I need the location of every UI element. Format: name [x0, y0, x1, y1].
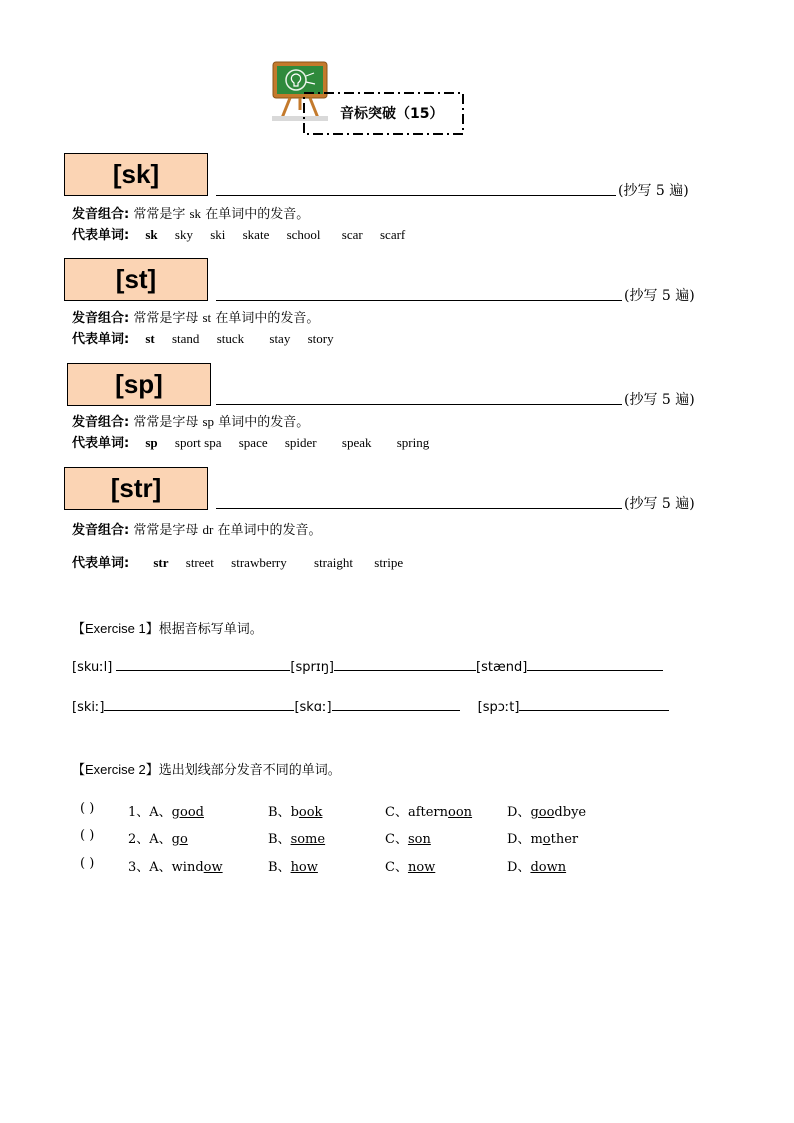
word: stand — [171, 331, 200, 346]
question-option-d: D、down — [507, 860, 567, 875]
combo-tail: 在单词中的发音。 — [215, 311, 320, 326]
combo-line-str — [72, 519, 322, 538]
combo-label: 发音组合: — [72, 207, 130, 222]
phoneme-box-sk: [sk] — [64, 153, 208, 196]
question-option-d: D、mother — [507, 832, 579, 847]
answer-blank[interactable] — [519, 698, 669, 711]
combo-text: 常常是字 — [133, 207, 186, 222]
answer-blank[interactable] — [116, 658, 290, 671]
exercise2-label: 【Exercise 2】 — [72, 762, 159, 777]
question-paren[interactable]: ( ) — [80, 828, 95, 843]
exercise2-title — [72, 759, 341, 778]
question-paren[interactable]: ( ) — [80, 856, 95, 871]
question-option-c: C、afternoon — [385, 805, 473, 820]
key-letters: sp — [145, 435, 158, 450]
word: skate — [242, 227, 270, 242]
combo-tail: 在单词中的发音。 — [205, 207, 310, 222]
words-line-st — [72, 328, 348, 347]
page-title: 音标突破（15） — [340, 106, 444, 122]
combo-label: 发音组合: — [72, 311, 130, 326]
combo-letters: dr — [202, 522, 214, 537]
copy-line-sk[interactable] — [216, 195, 616, 196]
exercise1-title — [72, 618, 263, 637]
word: school — [286, 227, 321, 242]
exercise2-instruction: 选出划线部分发音不同的单词。 — [158, 763, 341, 778]
ipa-item: [stænd] — [476, 660, 528, 675]
answer-blank[interactable] — [104, 698, 294, 711]
key-letters: sk — [145, 227, 158, 242]
word: speak — [341, 435, 372, 450]
word: street — [185, 555, 214, 570]
words-label: 代表单词: — [72, 556, 130, 571]
combo-text: 常常是字母 — [133, 415, 199, 430]
words-label: 代表单词: — [72, 436, 130, 451]
copy-note: (抄写 5 遍) — [624, 496, 695, 512]
word: spring — [396, 435, 430, 450]
combo-letters: st — [202, 310, 212, 325]
phoneme-box-str: [str] — [64, 467, 208, 510]
exercise1-row-1 — [72, 658, 663, 675]
question-option-d: D、goodbye — [507, 805, 587, 820]
words-label: 代表单词: — [72, 228, 130, 243]
words-label: 代表单词: — [72, 332, 130, 347]
copy-note: (抄写 5 遍) — [618, 183, 689, 199]
question-option-c: C、son — [385, 832, 431, 847]
combo-letters: sp — [202, 414, 215, 429]
word: story — [307, 331, 334, 346]
exercise1-row-2 — [72, 698, 669, 715]
phoneme-box-st: [st] — [64, 258, 208, 301]
answer-blank[interactable] — [334, 658, 476, 671]
word: scarf — [379, 227, 406, 242]
question-option-b: B、how — [268, 860, 318, 875]
word: stay — [269, 331, 291, 346]
ipa-item: [spɔːt] — [477, 700, 520, 715]
phoneme-box-sp: [sp] — [67, 363, 211, 406]
ipa-item: [sprɪŋ] — [290, 660, 335, 675]
combo-label: 发音组合: — [72, 415, 130, 430]
word: strawberry — [231, 555, 287, 570]
question-paren[interactable]: ( ) — [80, 801, 95, 816]
word: space — [238, 435, 268, 450]
copy-note: (抄写 5 遍) — [624, 288, 695, 304]
copy-line-st[interactable] — [216, 300, 622, 301]
question-option-a: 1、A、good — [128, 805, 204, 820]
question-option-a: 3、A、window — [128, 860, 223, 875]
word: stuck — [216, 331, 245, 346]
combo-tail: 单词中的发音。 — [218, 415, 310, 430]
word: spider — [284, 435, 317, 450]
words-line-str — [72, 552, 417, 571]
combo-text: 常常是字母 — [133, 523, 199, 538]
combo-line-sk — [72, 203, 309, 222]
combo-line-sp — [72, 411, 309, 430]
copy-note: (抄写 5 遍) — [624, 392, 695, 408]
copy-line-sp[interactable] — [216, 404, 622, 405]
word: stripe — [374, 555, 404, 570]
word: straight — [314, 555, 354, 570]
words-line-sk — [72, 224, 419, 243]
combo-line-st — [72, 307, 319, 326]
question-option-c: C、now — [385, 860, 436, 875]
word: scar — [341, 227, 363, 242]
exercise1-instruction: 根据音标写单词。 — [158, 622, 263, 637]
key-letters: str — [153, 555, 169, 570]
answer-blank[interactable] — [332, 698, 460, 711]
word: sky — [174, 227, 193, 242]
combo-label: 发音组合: — [72, 523, 130, 538]
answer-blank[interactable] — [527, 658, 663, 671]
exercise1-label: 【Exercise 1】 — [72, 621, 159, 636]
question-option-a: 2、A、go — [128, 832, 188, 847]
question-option-b: B、book — [268, 805, 323, 820]
combo-text: 常常是字母 — [133, 311, 199, 326]
key-letters: st — [145, 331, 155, 346]
word: sport spa — [174, 435, 222, 450]
words-line-sp — [72, 432, 443, 451]
combo-tail: 在单词中的发音。 — [217, 523, 322, 538]
question-option-b: B、some — [268, 832, 326, 847]
ipa-item: [skɑː] — [294, 700, 332, 715]
combo-letters: sk — [189, 206, 202, 221]
copy-line-str[interactable] — [216, 508, 622, 509]
ipa-item: [skiː] — [72, 700, 105, 715]
word: ski — [210, 227, 226, 242]
ipa-item: [skuːl] — [72, 660, 113, 675]
